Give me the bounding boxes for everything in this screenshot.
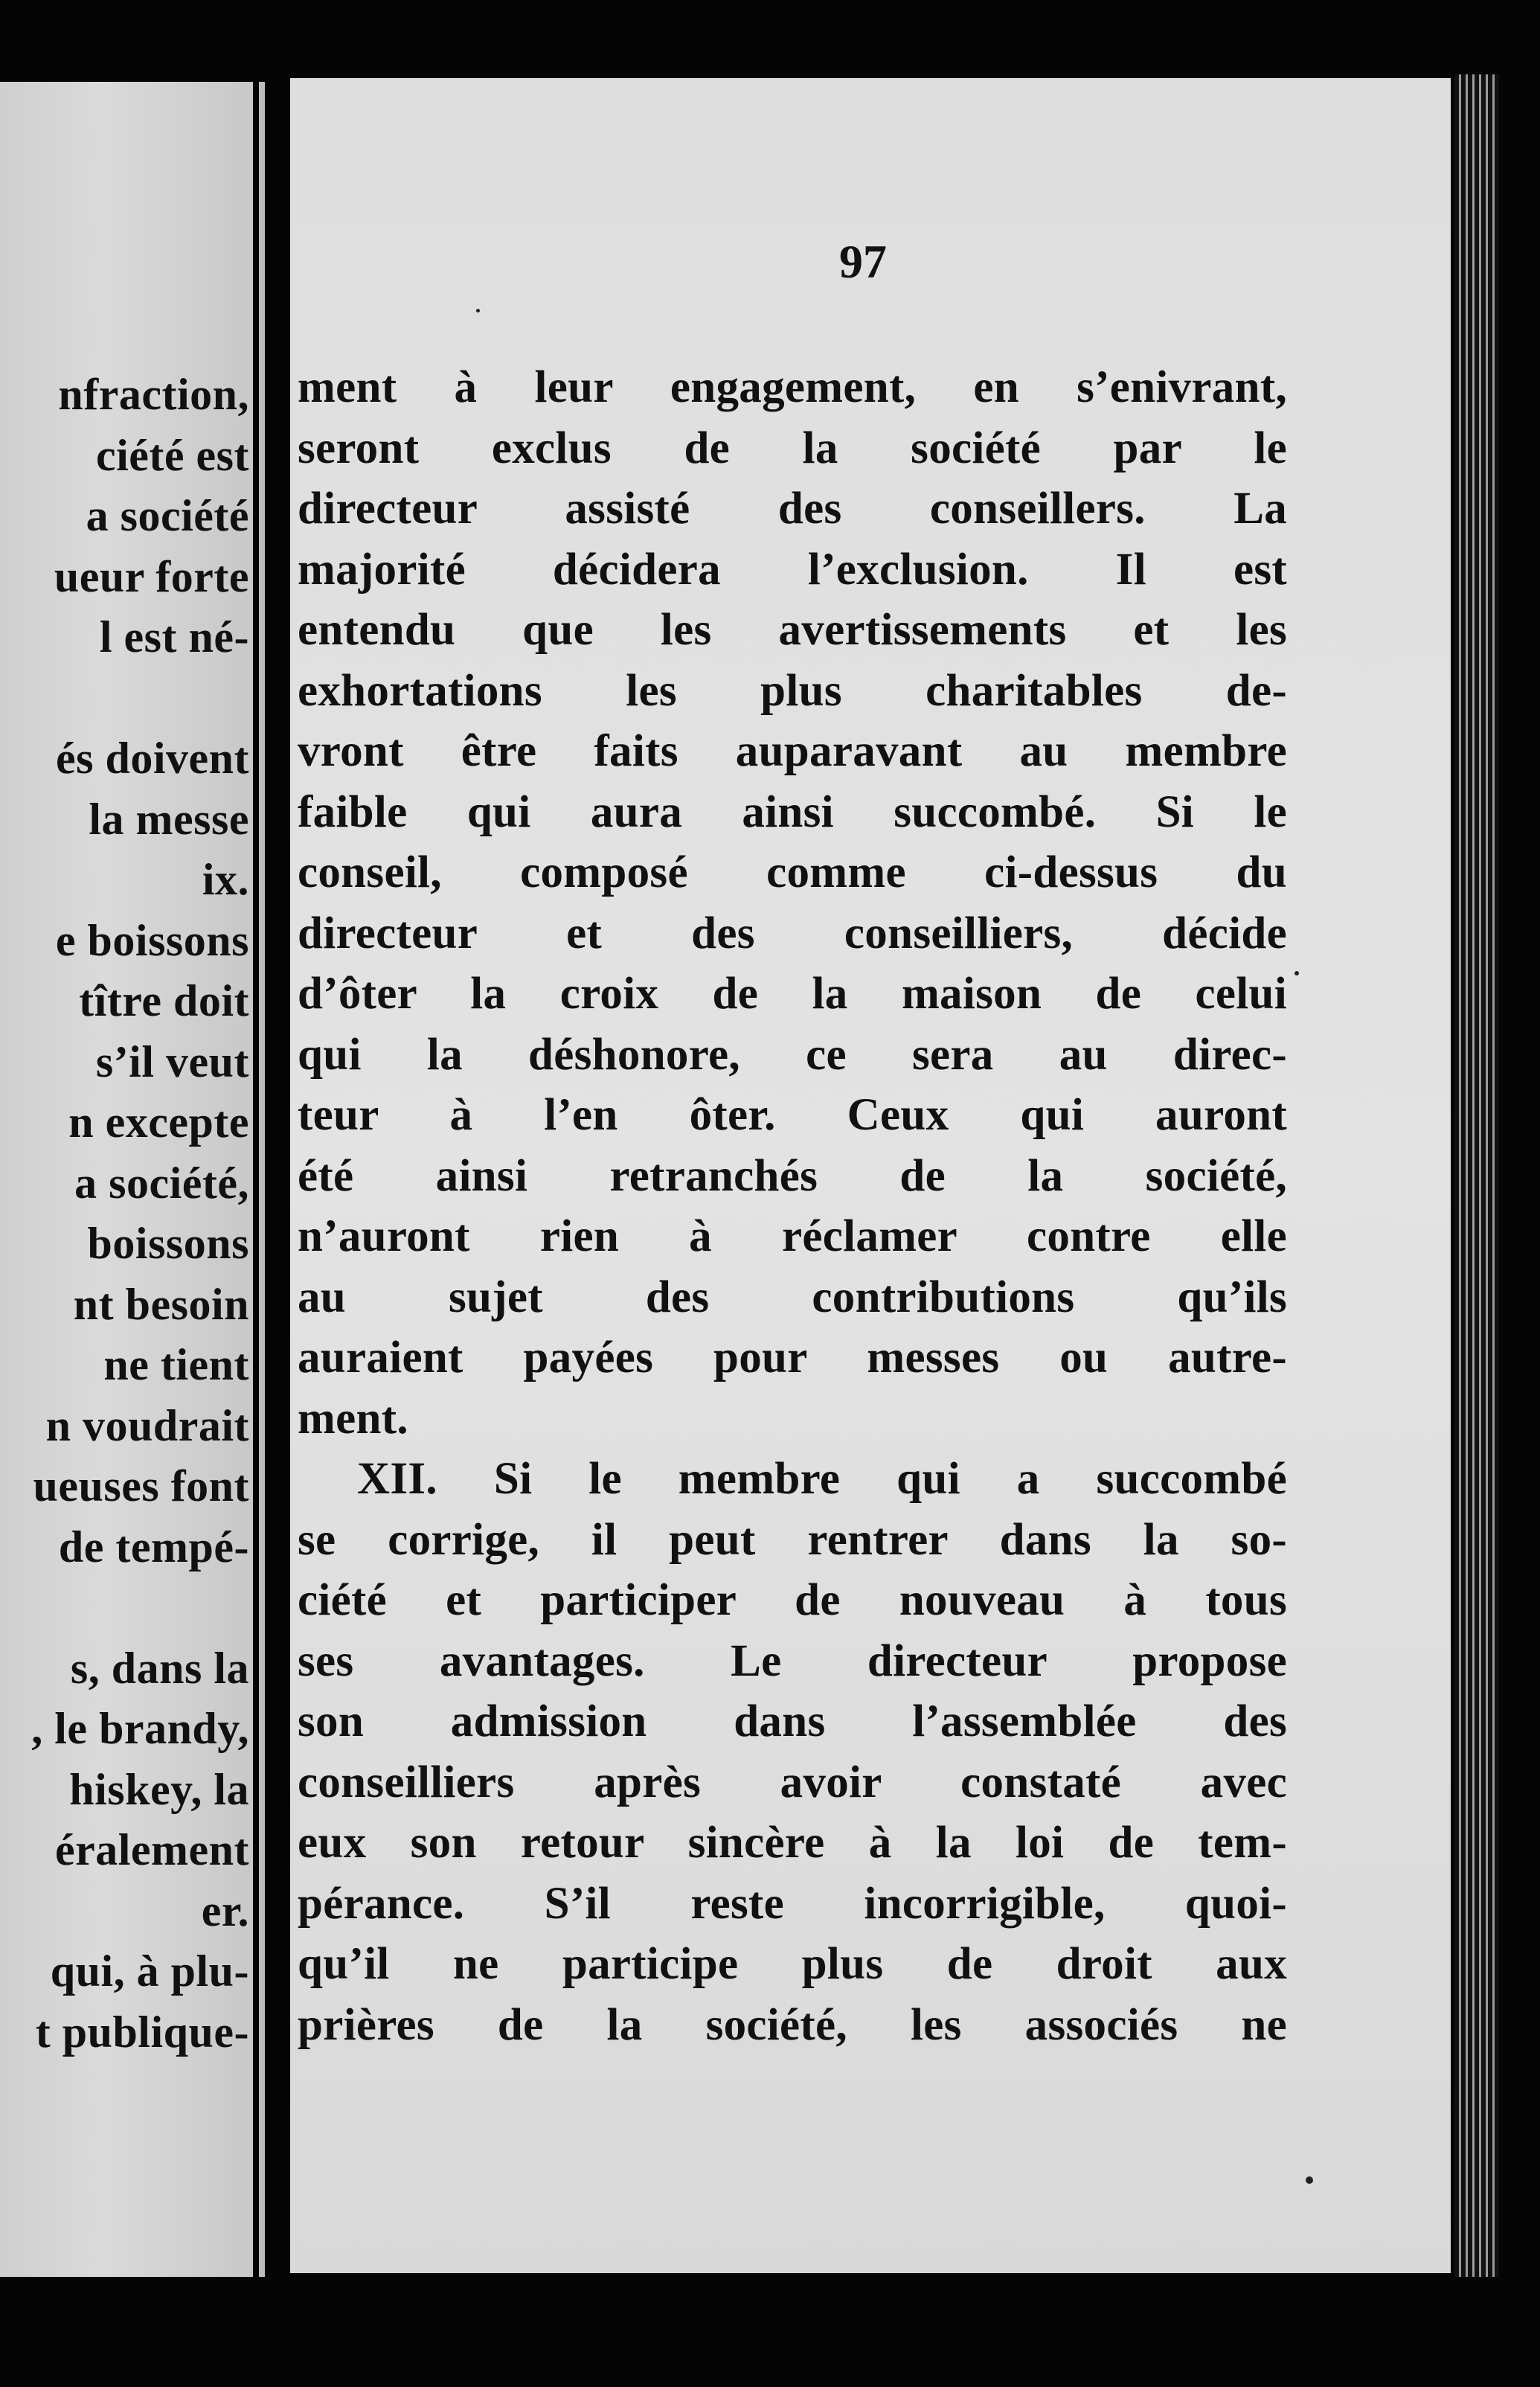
text-line: ment à leur engagement, en s’enivrant, bbox=[298, 362, 1287, 412]
text-line: ses avantages. Le directeur propose bbox=[298, 1635, 1287, 1686]
text-line: ment. bbox=[298, 1393, 408, 1444]
left-line: de tempé- bbox=[58, 1522, 249, 1571]
left-line: ueuses font bbox=[33, 1461, 249, 1510]
text-line: qui la déshonore, ce sera au direc- bbox=[298, 1029, 1287, 1080]
left-line: er. bbox=[201, 1885, 249, 1935]
body-text bbox=[298, 357, 1287, 2055]
text-line: auraient payées pour messes ou autre- bbox=[298, 1333, 1287, 1382]
left-line: s’il veut bbox=[95, 1036, 249, 1086]
section-heading-line: XII. Si le membre qui a succombé bbox=[357, 1454, 1287, 1504]
left-page-text bbox=[0, 365, 249, 2063]
scan-speck bbox=[1294, 971, 1299, 975]
left-line: éralement bbox=[54, 1825, 249, 1874]
text-line: ciété et participer de nouveau à tous bbox=[298, 1575, 1287, 1625]
text-line: directeur et des conseilliers, décide bbox=[298, 908, 1287, 958]
page-stack-edge bbox=[1454, 74, 1499, 2277]
left-line: ueur forte bbox=[54, 551, 249, 601]
text-line: faible qui aura ainsi succombé. Si le bbox=[298, 786, 1287, 837]
left-line: , le brandy, bbox=[31, 1704, 249, 1753]
left-facing-page bbox=[0, 82, 253, 2277]
text-line: conseil, composé comme ci-dessus du bbox=[298, 848, 1287, 897]
text-line: vront être faits auparavant au membre bbox=[298, 726, 1287, 776]
left-line: n excepte bbox=[68, 1098, 249, 1147]
text-line: seront exclus de la société par le bbox=[298, 423, 1287, 473]
left-line: t publique- bbox=[35, 2007, 249, 2057]
text-line: au sujet des contributions qu’ils bbox=[298, 1272, 1287, 1322]
text-line: directeur assisté des conseillers. La bbox=[298, 484, 1287, 534]
text-line: son admission dans l’assemblée des bbox=[298, 1696, 1287, 1746]
text-line: teur à l’en ôter. Ceux qui auront bbox=[298, 1090, 1287, 1140]
left-line: ne tient bbox=[103, 1340, 249, 1389]
left-line: és doivent bbox=[56, 734, 249, 783]
text-line: se corrige, il peut rentrer dans la so- bbox=[298, 1514, 1287, 1565]
text-line: eux son retour sincère à la loi de tem- bbox=[298, 1818, 1287, 1868]
left-line: s, dans la bbox=[70, 1643, 249, 1693]
left-line: nt besoin bbox=[73, 1279, 249, 1329]
gutter-page-edge bbox=[259, 82, 265, 2277]
left-line: e boissons bbox=[55, 915, 249, 965]
text-line: qu’il ne participe plus de droit aux bbox=[298, 1939, 1287, 1989]
text-line: exhortations les plus charitables de- bbox=[298, 665, 1287, 716]
scan-speck bbox=[1306, 2176, 1313, 2184]
page-number: 97 bbox=[839, 235, 887, 288]
left-line-blank bbox=[0, 1577, 249, 1638]
left-line: la messe bbox=[89, 794, 249, 844]
left-line: nfraction, bbox=[58, 370, 249, 419]
left-line: qui, à plu- bbox=[50, 1947, 249, 1996]
left-line: n voudrait bbox=[45, 1400, 249, 1450]
right-page bbox=[290, 78, 1451, 2273]
text-line: majorité décidera l’exclusion. Il est bbox=[298, 544, 1287, 595]
left-line: hiskey, la bbox=[69, 1764, 249, 1814]
left-line: a société bbox=[86, 491, 249, 540]
left-line: ix. bbox=[202, 855, 249, 904]
left-line-blank bbox=[0, 668, 249, 729]
text-line: pérance. S’il reste incorrigible, quoi- bbox=[298, 1878, 1287, 1929]
text-line: entendu que les avertissements et les bbox=[298, 605, 1287, 655]
text-line: été ainsi retranchés de la société, bbox=[298, 1150, 1287, 1201]
left-line: a société, bbox=[74, 1158, 249, 1208]
left-line: tître doit bbox=[79, 976, 249, 1025]
left-line: l est né- bbox=[99, 612, 249, 661]
left-line: boissons bbox=[87, 1219, 249, 1268]
text-line: n’auront rien à réclamer contre elle bbox=[298, 1211, 1287, 1261]
scan-speck bbox=[476, 309, 480, 313]
left-line: ciété est bbox=[95, 430, 249, 480]
text-line: prières de la société, les associés ne bbox=[298, 1999, 1287, 2050]
text-line: conseilliers après avoir constaté avec bbox=[298, 1757, 1287, 1807]
text-line: d’ôter la croix de la maison de celui bbox=[298, 969, 1287, 1019]
